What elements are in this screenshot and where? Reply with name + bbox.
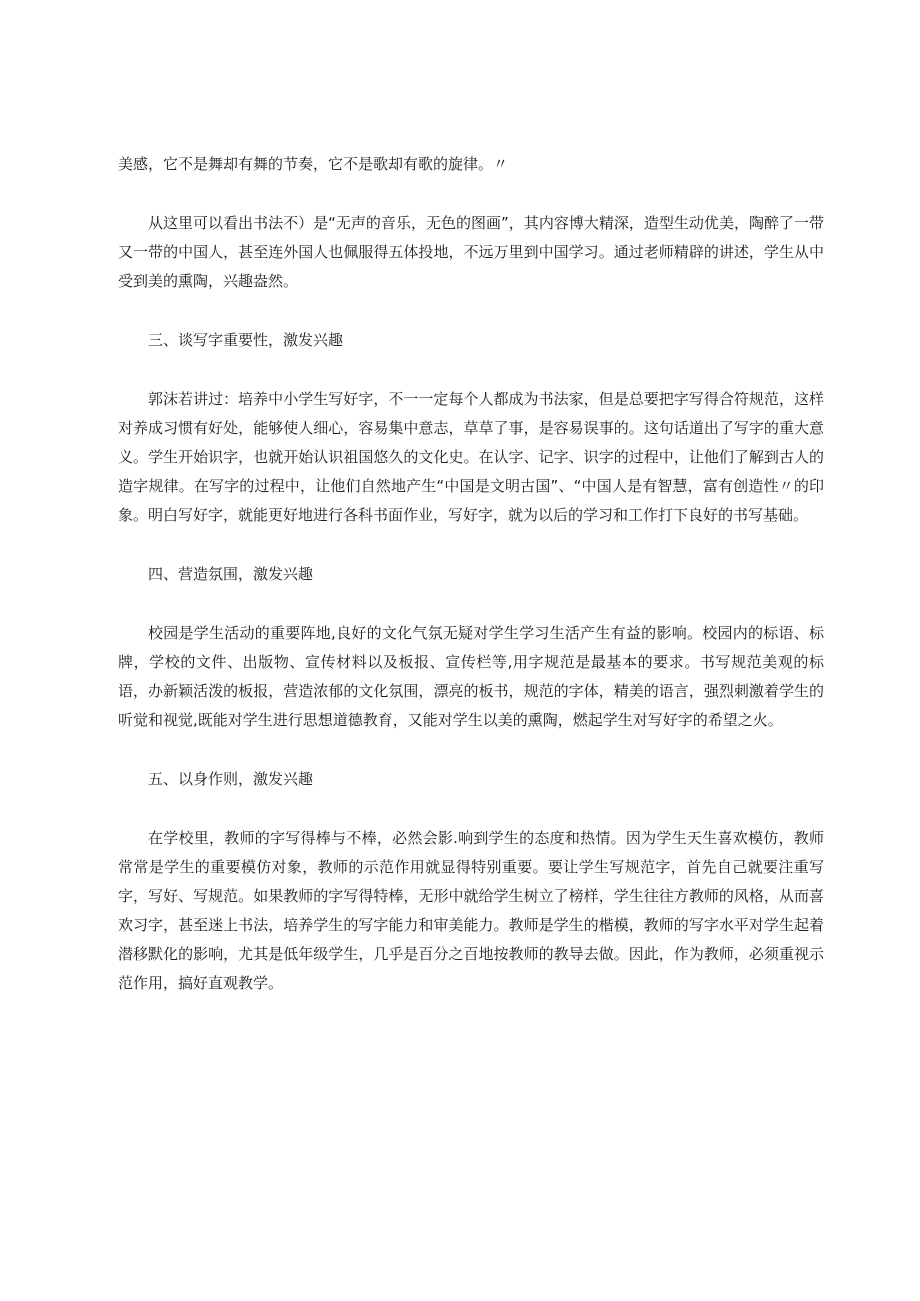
section-heading-3: 三、谈写字重要性，激发兴趣: [148, 331, 344, 349]
section-heading-5: 五、以身作则，激发兴趣: [148, 770, 314, 788]
spacer: [118, 355, 824, 385]
paragraph-campus-atmosphere: 校园是学生活动的重要阵地,良好的文化气氛无疑对学生学习生活产生有益的影响。校园内的标语、标牌，学校的文件、出版物、宣传材料以及板报、宣传栏等,用字规范是最基本的要求。书写规范美观的标语，办新颖活泼的板报，营造浓郁的文化氛围，漂亮的板书，规范的字体，精美的语言，强烈刺激着学生的听觉和视觉,既能对学生进行思想道德教育，又能对学生以美的熏陶，燃起学生对写好字的希望之火。: [118, 624, 824, 729]
document-page: [118, 150, 824, 998]
paragraph-lead-by-example: 在学校里，教师的字写得棒与不棒，必然会影.响到学生的态度和热情。因为学生天生喜欢模仿，教师常常是学生的重要模仿对象，教师的示范作用就显得特别重要。要让学生写规范字，首先自己就要注重写字，写好、写规范。如果教师的字写得特棒，无形中就给学生树立了榜样，学生往往方教师的风格，从而喜欢习字，甚至迷上书法，培养学生的写字能力和审美能力。教师是学生的楷模，教师的写字水平对学生起着潜移默化的影响，尤其是低年级学生，几乎是百分之百地按教师的教导去做。因此，作为教师，必须重视示范作用，搞好直观教学。: [118, 829, 824, 992]
spacer: [118, 794, 824, 824]
spacer: [118, 179, 824, 209]
spacer: [118, 530, 824, 560]
paragraph-calligraphy-beauty: 从这里可以看出书法不）是“无声的音乐，无色的图画”，其内容博大精深，造型生动优美，陶醉了一带又一带的中国人，甚至连外国人也佩服得五体投地，不远万里到中国学习。通过老师精辟的讲述，学生从中受到美的熏陶，兴趣盎然。: [118, 214, 824, 290]
spacer: [118, 735, 824, 765]
paragraph-importance-of-writing: 郭沫若讲过：培养中小学生写好字，不一一定每个人都成为书法家，但是总要把字写得合符规范，这样对养成习惯有好处，能够使人细心，容易集中意志，草草了事，是容易误事的。这句话道出了写字的重大意义。学生开始识字，也就开始认识祖国悠久的文化史。在认字、记字、识字的过程中，让他们了解到古人的造字规律。在写字的过程中，让他们自然地产生“中国是文明古国”、“中国人是有智慧，富有创造性〃的印象。明白写好字，就能更好地进行各科书面作业，写好字，就为以后的学习和工作打下良好的书写基础。: [118, 390, 824, 524]
spacer: [118, 589, 824, 619]
continuation-paragraph: 美感，它不是舞却有舞的节奏，它不是歌却有歌的旋律。〃: [118, 155, 509, 173]
section-heading-4: 四、营造氛围，激发兴趣: [148, 565, 314, 583]
spacer: [118, 296, 824, 326]
